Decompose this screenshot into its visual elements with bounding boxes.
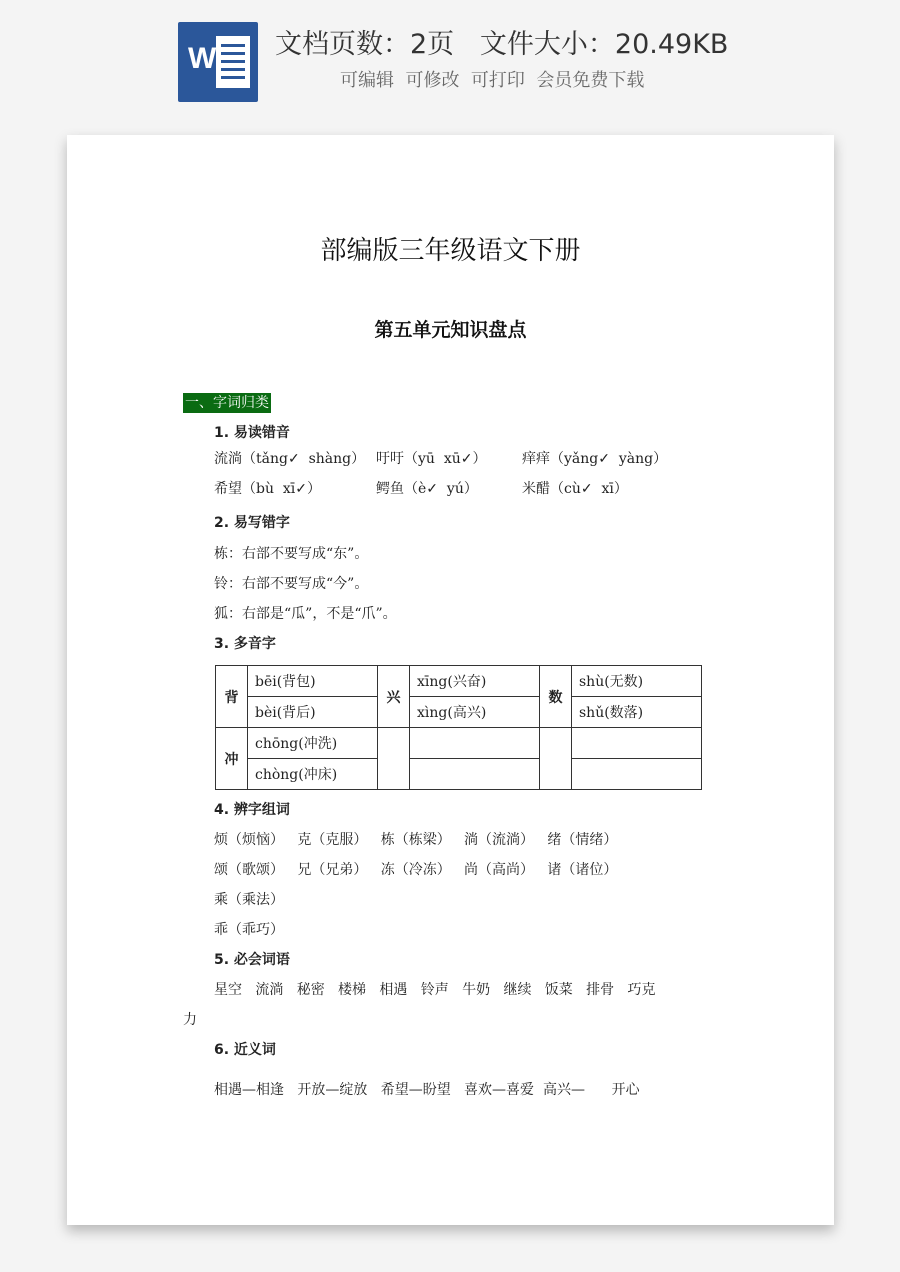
text-line: 乘（乘法）	[214, 892, 284, 908]
document-info: 文档页数：2页 文件大小：20.49KB	[275, 29, 729, 60]
document-features: 可编辑 可修改 可打印 会员免费下载	[340, 70, 645, 91]
table-cell: chòng(冲床)	[248, 759, 378, 790]
table-cell	[410, 759, 540, 790]
subsection-heading-4: 4. 辨字组词	[214, 802, 290, 818]
text-line: 相遇—相逢 开放—绽放 希望—盼望 喜欢—喜爱 高兴— 开心	[214, 1082, 640, 1098]
text-line: 铃：右部不要写成“今”。	[214, 576, 369, 592]
section-heading: 一、字词归类	[185, 395, 269, 411]
table-cell: bèi(背后)	[248, 697, 378, 728]
text-line: 颂（歌颂） 兄（兄弟） 冻（冷冻） 尚（高尚） 诸（诸位）	[214, 862, 618, 878]
word-letter: W	[188, 42, 217, 75]
text-line: 烦（烦恼） 克（克服） 栋（栋梁） 淌（流淌） 绪（情绪）	[214, 832, 618, 848]
table-cell: shù(无数)	[572, 666, 702, 697]
pinyin-item: 米醋（cù✓ xī）	[522, 481, 628, 497]
table-cell: xīng(兴奋)	[410, 666, 540, 697]
text-line: 力	[183, 1012, 197, 1028]
table-cell: 冲	[216, 728, 248, 790]
text-line: 乖（乖巧）	[214, 922, 284, 938]
pinyin-item: 吁吁（yū xū✓）	[376, 451, 487, 467]
page-shape	[216, 36, 250, 88]
table-cell: 背	[216, 666, 248, 728]
table-cell: shǔ(数落)	[572, 697, 702, 728]
subsection-heading-3: 3. 多音字	[214, 636, 276, 652]
subsection-heading-6: 6. 近义词	[214, 1042, 276, 1058]
document-title: 部编版三年级语文下册	[320, 236, 581, 266]
pinyin-item: 痒痒（yǎng✓ yàng）	[522, 451, 668, 467]
polyphone-table	[215, 665, 702, 790]
table-cell: 兴	[378, 666, 410, 728]
download-header	[0, 0, 900, 120]
subsection-heading-2: 2. 易写错字	[214, 515, 290, 531]
document-subtitle: 第五单元知识盘点	[374, 319, 527, 341]
text-line: 栋：右部不要写成“东”。	[214, 546, 369, 562]
document-page	[67, 135, 834, 1225]
table-cell	[572, 759, 702, 790]
table-cell	[410, 728, 540, 759]
text-line: 星空 流淌 秘密 楼梯 相遇 铃声 牛奶 继续 饭菜 排骨 巧克	[214, 982, 656, 998]
table-cell: chōng(冲洗)	[248, 728, 378, 759]
table-cell: xìng(高兴)	[410, 697, 540, 728]
subsection-heading-5: 5. 必会词语	[214, 952, 290, 968]
pinyin-item: 流淌（tǎng✓ shàng）	[214, 451, 366, 467]
word-document-icon	[178, 22, 258, 102]
table-cell	[540, 728, 572, 790]
pinyin-item: 鳄鱼（è✓ yú）	[376, 481, 478, 497]
table-cell	[378, 728, 410, 790]
table-cell: bēi(背包)	[248, 666, 378, 697]
text-line: 狐：右部是“瓜”，不是“爪”。	[214, 606, 397, 622]
pinyin-item: 希望（bù xī✓）	[214, 481, 321, 497]
table-cell: 数	[540, 666, 572, 728]
subsection-heading-1: 1. 易读错音	[214, 425, 290, 441]
table-cell	[572, 728, 702, 759]
